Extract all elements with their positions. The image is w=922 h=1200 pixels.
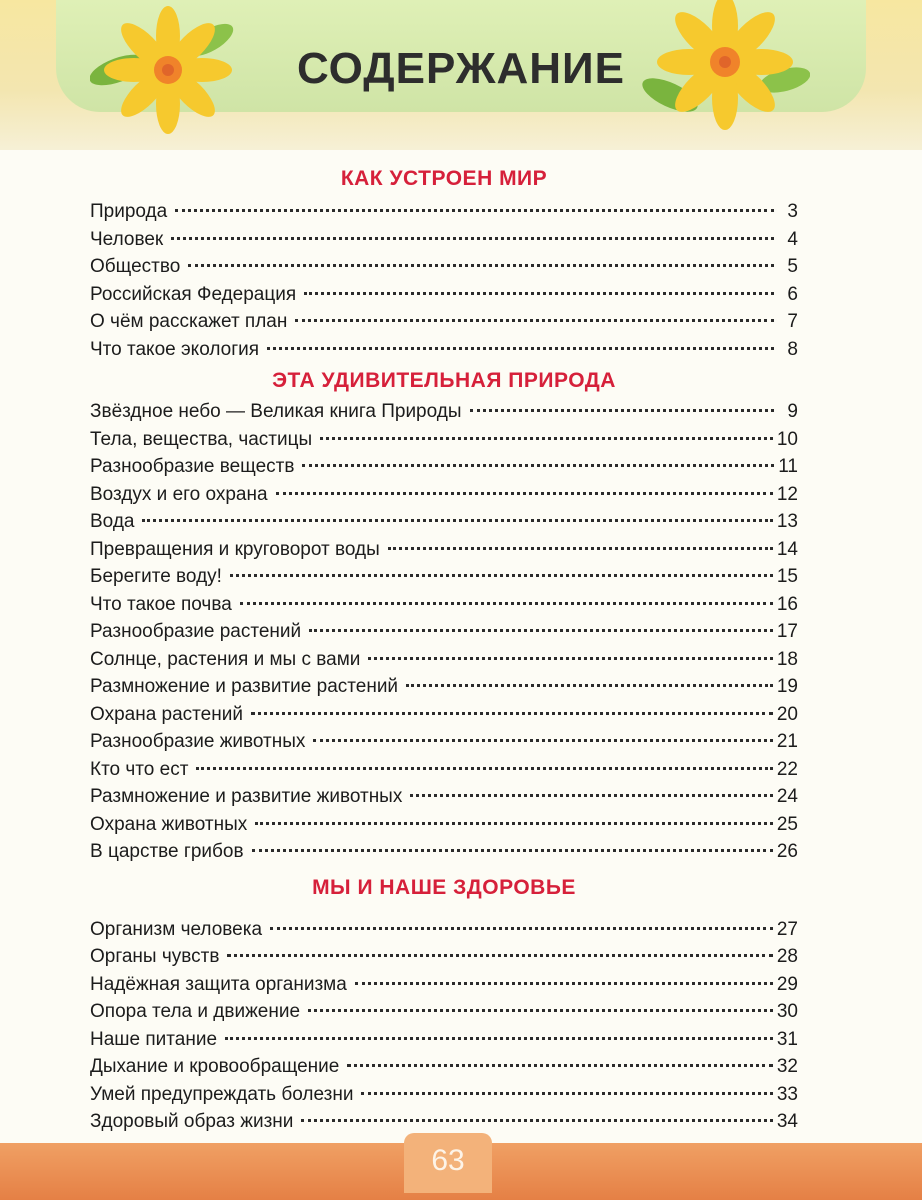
toc-entry-page: 24 — [776, 786, 798, 807]
toc-entry[interactable] — [90, 281, 798, 309]
toc-entry[interactable] — [90, 308, 798, 336]
dot-leader — [355, 982, 773, 985]
toc-entry-title: Размножение и развитие животных — [90, 786, 403, 807]
toc-entry-title: Разнообразие животных — [90, 731, 306, 752]
toc-entry[interactable] — [90, 398, 798, 426]
toc-entry-title: Охрана животных — [90, 813, 248, 835]
dot-leader — [361, 1092, 772, 1095]
toc-entry-title: Наше питание — [90, 1028, 218, 1050]
toc-entry-title: Здоровый образ жизни — [90, 1111, 294, 1132]
toc-entry[interactable] — [90, 536, 798, 564]
toc-entry[interactable] — [90, 728, 798, 756]
toc-entry[interactable] — [90, 646, 798, 674]
dot-leader — [240, 602, 773, 605]
toc-entry-page: 10 — [776, 428, 798, 450]
toc-entry-title: Кто что ест — [90, 758, 189, 780]
toc-entry[interactable] — [90, 591, 798, 619]
dot-leader — [308, 1009, 773, 1012]
toc-entry-title: Человек — [90, 228, 164, 250]
section-heading: МЫ И НАШЕ ЗДОРОВЬЕ — [312, 875, 576, 899]
dot-leader — [255, 822, 773, 825]
toc-entry[interactable] — [90, 226, 798, 254]
page-title: СОДЕРЖАНИЕ — [296, 44, 626, 93]
toc-entry[interactable] — [90, 943, 798, 971]
toc-section — [90, 866, 798, 1136]
toc-entry-page: 20 — [776, 703, 798, 725]
toc-entry[interactable] — [90, 998, 798, 1026]
toc-section — [90, 363, 798, 866]
toc-entry-title: Общество — [90, 256, 181, 277]
dot-leader — [225, 1037, 773, 1040]
dot-leader — [227, 954, 772, 957]
toc-entry-page: 21 — [776, 731, 798, 752]
dot-leader — [406, 684, 773, 687]
dot-leader — [410, 794, 773, 797]
toc-entry-page: 15 — [776, 566, 798, 587]
toc-entry[interactable] — [90, 253, 798, 281]
dot-leader — [252, 849, 773, 852]
dot-leader — [302, 464, 774, 467]
dot-leader — [388, 547, 773, 550]
toc-entry-page: 7 — [787, 311, 798, 332]
toc-entry-page: 6 — [787, 283, 798, 305]
dot-leader — [188, 264, 774, 267]
dot-leader — [276, 492, 773, 495]
toc-entry-title: О чём расскажет план — [90, 311, 288, 332]
dot-leader — [251, 712, 773, 715]
toc-entry[interactable] — [90, 198, 798, 226]
toc-entry-title: Организм человека — [90, 918, 263, 940]
toc-entry[interactable] — [90, 508, 798, 536]
toc-entry-page: 29 — [776, 973, 798, 995]
toc-entry-title: Что такое почва — [90, 593, 232, 615]
toc-entry-title: Размножение и развитие растений — [90, 676, 399, 697]
toc-section — [90, 160, 798, 363]
toc-entry-page: 11 — [778, 456, 798, 477]
page-number: 63 — [431, 1144, 465, 1177]
dot-leader — [309, 629, 773, 632]
dot-leader — [267, 347, 774, 350]
toc-entry-title: Дыхание и кровообращение — [90, 1056, 340, 1077]
toc-entry-page: 9 — [787, 401, 798, 422]
section-heading: ЭТА УДИВИТЕЛЬНАЯ ПРИРОДА — [272, 369, 616, 392]
toc-entry-page: 5 — [787, 256, 798, 277]
toc-entry[interactable] — [90, 971, 798, 999]
toc-entry-page: 33 — [776, 1083, 798, 1105]
section-heading: КАК УСТРОЕН МИР — [340, 167, 548, 190]
toc-entry-title: Российская Федерация — [90, 283, 297, 305]
toc-entry-title: Органы чувств — [90, 946, 220, 967]
dot-leader — [270, 927, 773, 930]
toc-entry[interactable] — [90, 1026, 798, 1054]
dot-leader — [470, 409, 774, 412]
toc-entry[interactable] — [90, 916, 798, 944]
flower-left-icon — [90, 0, 240, 140]
toc-entry-title: Тела, вещества, частицы — [90, 428, 313, 450]
toc-entry-title: Умей предупреждать болезни — [90, 1083, 354, 1105]
toc-entry-page: 32 — [776, 1056, 798, 1077]
dot-leader — [313, 739, 772, 742]
toc-entry-title: Солнце, растения и мы с вами — [90, 648, 361, 670]
toc-entry[interactable] — [90, 1053, 798, 1081]
toc-entry-title: Берегите воду! — [90, 566, 222, 587]
toc-entry-page: 14 — [776, 538, 798, 560]
toc-entry-page: 25 — [776, 813, 798, 835]
dot-leader — [295, 319, 774, 322]
dot-leader — [171, 237, 774, 240]
toc-entry-title: Звёздное небо — Великая книга Природы — [90, 401, 462, 422]
toc-entry-page: 3 — [787, 201, 798, 222]
toc-entry[interactable] — [90, 453, 798, 481]
toc-entry-title: В царстве грибов — [90, 841, 244, 862]
dot-leader — [142, 519, 772, 522]
toc-entry-title: Разнообразие веществ — [90, 456, 295, 477]
toc-entry[interactable] — [90, 426, 798, 454]
flower-right-icon — [640, 0, 810, 140]
toc-entry-title: Надёжная защита организма — [90, 973, 347, 995]
toc-entry[interactable] — [90, 336, 798, 364]
toc-entry-page: 19 — [776, 676, 798, 697]
toc-entry-page: 13 — [776, 511, 798, 532]
toc-entry[interactable] — [90, 1081, 798, 1109]
toc-entry-title: Вода — [90, 511, 135, 532]
toc-entry[interactable] — [90, 838, 798, 866]
dot-leader — [175, 209, 774, 212]
toc-entry-title: Опора тела и движение — [90, 1001, 301, 1022]
toc-entry-page: 17 — [776, 621, 798, 642]
toc-entry-page: 31 — [776, 1028, 798, 1050]
toc-entry-title: Разнообразие растений — [90, 621, 302, 642]
toc-entry-page: 34 — [776, 1111, 798, 1132]
dot-leader — [347, 1064, 773, 1067]
toc-entry-page: 16 — [776, 593, 798, 615]
dot-leader — [304, 292, 774, 295]
toc-entry-page: 28 — [776, 946, 798, 967]
toc-entry[interactable] — [90, 673, 798, 701]
toc-entry[interactable] — [90, 563, 798, 591]
dot-leader — [196, 767, 772, 770]
toc-entry-page: 22 — [776, 758, 798, 780]
toc-entry[interactable] — [90, 1108, 798, 1136]
toc-entry[interactable] — [90, 783, 798, 811]
toc-entry[interactable] — [90, 618, 798, 646]
dot-leader — [368, 657, 772, 660]
dot-leader — [230, 574, 773, 577]
toc-entry-title: Воздух и его охрана — [90, 483, 268, 505]
toc-entry-page: 8 — [787, 338, 798, 360]
toc-entry-page: 27 — [776, 918, 798, 940]
toc-entry-title: Что такое экология — [90, 338, 260, 360]
dot-leader — [320, 437, 773, 440]
toc-entry-title: Превращения и круговорот воды — [90, 538, 380, 560]
toc-entry-title: Природа — [90, 201, 168, 222]
dot-leader — [301, 1119, 772, 1122]
toc-entry-page: 26 — [776, 841, 798, 862]
table-of-contents — [90, 160, 798, 1136]
toc-entry-page: 12 — [776, 483, 798, 505]
toc-entry-title: Охрана растений — [90, 703, 243, 725]
toc-entry[interactable] — [90, 481, 798, 509]
toc-entry[interactable] — [90, 811, 798, 839]
toc-entry-page: 4 — [787, 228, 798, 250]
toc-entry[interactable] — [90, 756, 798, 784]
toc-entry-page: 18 — [776, 648, 798, 670]
toc-entry[interactable] — [90, 701, 798, 729]
toc-entry-page: 30 — [776, 1001, 798, 1022]
